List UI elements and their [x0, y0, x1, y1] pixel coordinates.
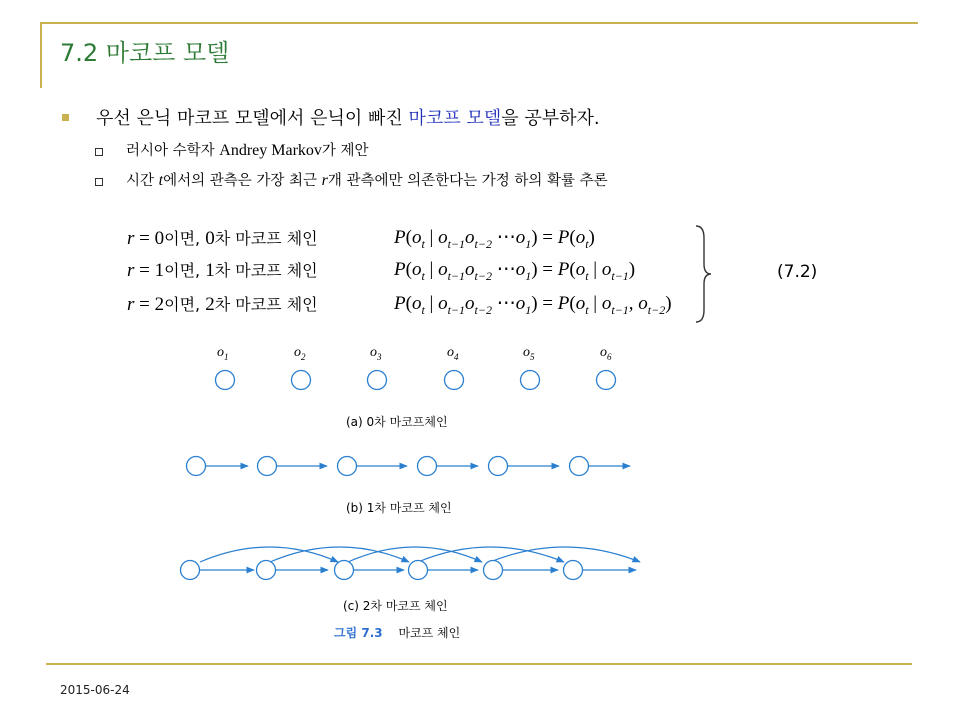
eq-order-text: 차 마코프 체인: [214, 261, 318, 280]
bottom-rule: [46, 663, 912, 665]
equation-number: (7.2): [777, 262, 818, 282]
sub-bullet-1: [126, 139, 369, 160]
obs-label-5: $o_5$: [523, 345, 535, 362]
node: [570, 457, 589, 476]
eq-order: 2: [205, 294, 215, 315]
sub-bullet-marker: [95, 148, 103, 156]
eq-formula: $P(o_t$ | $o_{t-1}o_{t-2}$ $\cdots o_1) = P(o_t)$: [394, 227, 595, 251]
chain-2nd-order: [170, 532, 660, 592]
skip-arc: [200, 547, 338, 562]
obs-label-1: $o_1$: [217, 345, 229, 362]
eq-lhs-var: r: [127, 228, 135, 249]
eq-lhs-text: 이면,: [164, 229, 206, 248]
obs-label-3: $o_3$: [370, 345, 382, 362]
node: [368, 371, 387, 390]
main-bullet: [96, 104, 600, 130]
eq-order-text: 차 마코프 체인: [214, 295, 318, 314]
slide-title: 7.2 마코프 모델: [60, 39, 230, 67]
caption-a: (a) 0차 마코프체인: [346, 415, 448, 429]
sub-bullet-marker: [95, 178, 103, 186]
obs-label-6: $o_6$: [600, 345, 612, 362]
order-var: r: [321, 172, 328, 189]
eq-order-text: 차 마코프 체인: [214, 229, 318, 248]
node: [292, 371, 311, 390]
eq-order: 0: [205, 228, 215, 249]
eq-lhs-text: 이면,: [164, 261, 206, 280]
sub-bullet-1-suffix: 가 제안: [321, 143, 369, 159]
eq-order: 1: [205, 260, 215, 281]
top-rule: [40, 22, 918, 24]
eq-lhs-text: 이면,: [164, 295, 206, 314]
chain-0th-order: [200, 364, 640, 398]
node: [484, 561, 503, 580]
eq-lhs-val: = 1: [139, 260, 165, 281]
left-rule: [40, 22, 42, 88]
slide-date: 2015-06-24: [60, 683, 130, 697]
node: [187, 457, 206, 476]
sub-bullet-2-text-b: 에서의 관측은 가장 최근: [163, 173, 322, 189]
node: [257, 561, 276, 580]
node: [564, 561, 583, 580]
eq-formula: $P(o_t$ | $o_{t-1}o_{t-2}$ $\cdots o_1) = P(o_t$ | $o_{t-1}$): [394, 259, 636, 283]
node: [335, 561, 354, 580]
eq-lhs-val: = 0: [139, 228, 165, 249]
equation-row-1: [127, 258, 636, 286]
node: [489, 457, 508, 476]
bullet-marker: [62, 114, 69, 121]
node: [418, 457, 437, 476]
obs-label-4: $o_4$: [447, 345, 459, 362]
figure-caption: [334, 624, 460, 641]
skip-arc: [490, 547, 640, 562]
sub-bullet-2: [126, 169, 608, 190]
node: [409, 561, 428, 580]
caption-b: (b) 1차 마코프 체인: [346, 501, 452, 515]
sub-bullet-2-text: 시간: [126, 173, 159, 189]
figure-number: 그림 7.3: [334, 626, 383, 640]
eq-lhs-val: = 2: [139, 294, 165, 315]
caption-c: (c) 2차 마코프 체인: [343, 599, 448, 613]
eq-lhs-var: r: [127, 294, 135, 315]
node: [216, 371, 235, 390]
eq-lhs-var: r: [127, 260, 135, 281]
equation-row-2: [127, 292, 672, 320]
figure-title: 마코프 체인: [398, 626, 461, 640]
node: [181, 561, 200, 580]
markov-name: Andrey Markov: [219, 142, 322, 159]
node: [258, 457, 277, 476]
node: [597, 371, 616, 390]
right-brace: [694, 224, 716, 324]
markov-model-highlight: 마코프 모델: [408, 108, 502, 129]
chain-1st-order: [170, 450, 650, 484]
node: [521, 371, 540, 390]
node: [445, 371, 464, 390]
eq-formula: $P(o_t$ | $o_{t-1}o_{t-2}$ $\cdots o_1) = P(o_t$ | $o_{t-1}$, $o_{t-2}$): [394, 293, 672, 317]
sub-bullet-2-text-c: 개 관측에만 의존한다는 가정 하의 확률 추론: [327, 173, 608, 189]
node: [338, 457, 357, 476]
sub-bullet-1-text: 러시아 수학자: [126, 143, 220, 159]
time-var: t: [158, 172, 164, 189]
obs-label-2: $o_2$: [294, 345, 306, 362]
equation-row-0: [127, 226, 595, 254]
main-bullet-text: 우선 은닉 마코프 모델에서 은닉이 빠진: [96, 108, 409, 129]
main-bullet-suffix: 을 공부하자.: [501, 108, 600, 129]
